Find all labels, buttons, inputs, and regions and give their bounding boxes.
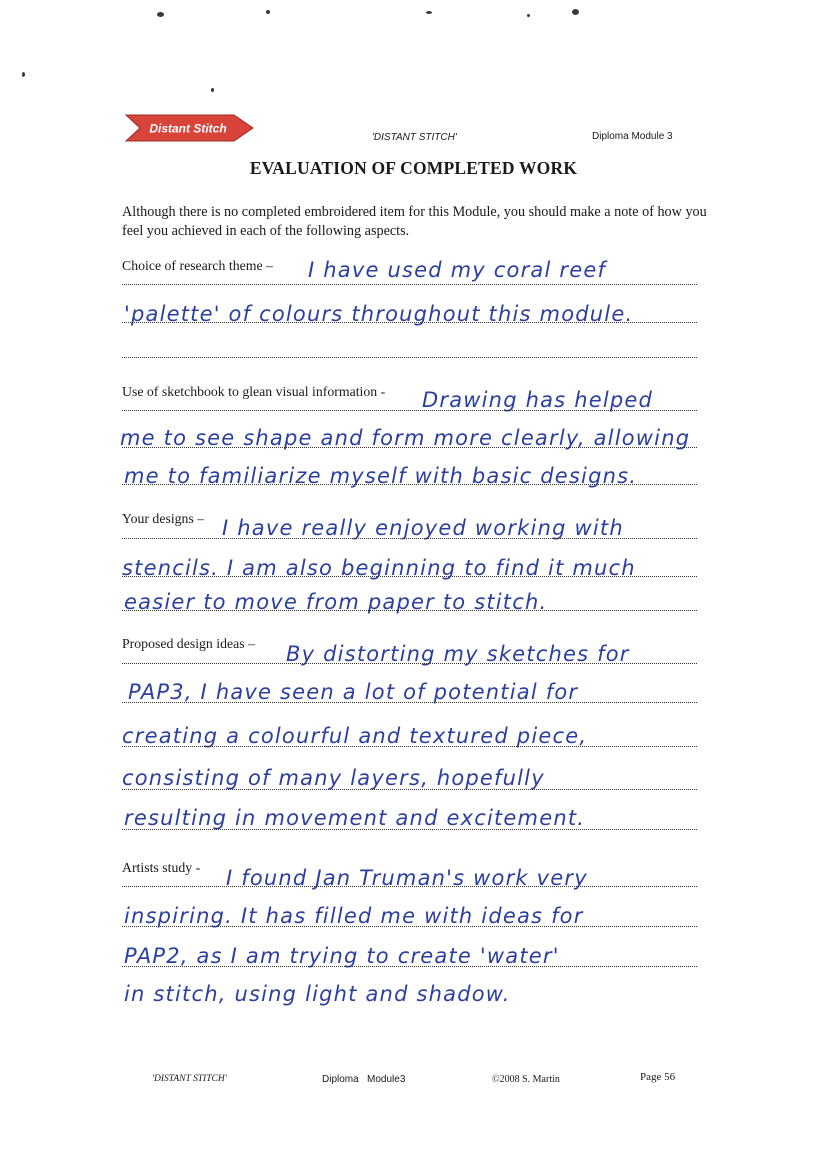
handwriting-line: resulting in movement and excitement. <box>124 806 586 830</box>
dotted-line <box>122 789 697 790</box>
intro-paragraph: Although there is no completed embroidered item for this Module, you should make a note of how you feel you achieved in each of the following aspects. <box>122 204 707 239</box>
handwriting-line: I have really enjoyed working with <box>222 516 624 540</box>
handwriting-line: I have used my coral reef <box>308 258 607 282</box>
section-label-research-theme: Choice of research theme – <box>122 258 273 273</box>
scan-speck <box>426 11 432 14</box>
handwriting-line: I found Jan Truman's work very <box>226 866 588 890</box>
scan-speck <box>211 88 214 92</box>
dotted-line <box>122 663 697 664</box>
dotted-line <box>122 284 697 285</box>
scan-speck <box>572 9 579 15</box>
dotted-line <box>122 829 697 830</box>
dotted-line <box>122 702 697 703</box>
dotted-line <box>122 538 697 539</box>
handwriting-line: inspiring. It has filled me with ideas for <box>124 904 584 928</box>
section-label-artists-study: Artists study - <box>122 860 201 875</box>
handwriting-line: me to familiarize myself with basic designs. <box>124 464 638 488</box>
dotted-line <box>122 610 697 611</box>
section-label-proposed-ideas: Proposed design ideas – <box>122 636 255 651</box>
scan-speck <box>527 14 530 17</box>
scan-speck <box>157 12 164 17</box>
section-label-your-designs: Your designs – <box>122 511 205 526</box>
handwriting-line: By distorting my sketches for <box>286 642 630 666</box>
dotted-line <box>122 886 697 887</box>
handwriting-line: in stitch, using light and shadow. <box>124 982 511 1006</box>
dotted-line <box>122 410 697 411</box>
handwriting-line: consisting of many layers, hopefully <box>122 766 545 790</box>
distant-stitch-logo <box>120 113 255 143</box>
dotted-line <box>122 966 697 967</box>
footer-copyright: ©2008 S. Martin <box>492 1074 560 1085</box>
footer-brand: 'DISTANT STITCH' <box>152 1074 227 1084</box>
handwriting-line: me to see shape and form more clearly, allowing <box>120 426 691 450</box>
dotted-line <box>122 357 697 358</box>
handwriting-line: easier to move from paper to stitch. <box>124 590 548 614</box>
handwriting-line: stencils. I am also beginning to find it much <box>122 556 636 580</box>
footer-page-number: Page 56 <box>640 1071 676 1083</box>
dotted-line <box>122 484 697 485</box>
handwriting-line: creating a colourful and textured piece, <box>122 724 588 748</box>
section-label-sketchbook: Use of sketchbook to glean visual information - <box>122 384 386 399</box>
logo-text: Distant Stitch <box>149 121 227 136</box>
dotted-line <box>122 447 697 448</box>
footer-module: Diploma Module3 <box>322 1074 406 1085</box>
scan-speck <box>22 72 25 77</box>
handwriting-line: PAP2, as I am trying to create 'water' <box>124 944 560 968</box>
handwriting-line: Drawing has helped <box>422 388 654 412</box>
handwriting-line: PAP3, I have seen a lot of potential for <box>128 680 579 704</box>
header-center-text: 'DISTANT STITCH' <box>372 132 457 143</box>
dotted-line <box>122 746 697 747</box>
dotted-line <box>122 576 697 577</box>
handwriting-line: 'palette' of colours throughout this module. <box>124 302 634 326</box>
dotted-line <box>122 926 697 927</box>
dotted-line <box>122 322 697 323</box>
page-title: EVALUATION OF COMPLETED WORK <box>249 158 578 178</box>
header-module-text: Diploma Module 3 <box>592 131 673 142</box>
scan-speck <box>266 10 270 14</box>
